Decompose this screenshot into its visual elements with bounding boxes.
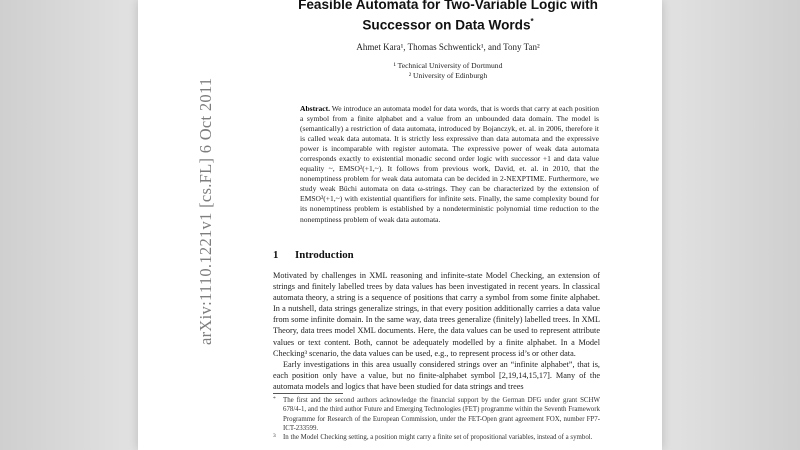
intro-paragraph-2: Early investigations in this area usually considered strings over an “infinite alphabet”, that is, each position only have a value, but no finite-alphabet symbol [2,19,14,15,17]. Many of the automata models and logics that have been studied for data strings and trees	[273, 360, 600, 392]
title-footnote-mark: *	[530, 17, 534, 26]
arxiv-identifier: arXiv:1110.1221v1 [cs.FL] 6 Oct 2011	[196, 77, 215, 345]
affiliation-1: ¹ Technical University of Dortmund	[393, 61, 503, 70]
footnote-funding-mark: *	[273, 396, 276, 402]
abstract-text: We introduce an automata model for data words, that is words that carry at each position a symbol from a finite alphabet and a value from an unbounded data domain. The model is (semantically) a restriction of data automata, introduced by Bojanczyk, et. al. in 2006, therefore it is called weak data automata. It is strictly less expressive than data automata and the expressive power is incomparable with register automata. The expressive power of weak data automata corresponds exactly to existential monadic second order logic with successor +1 and data value equality ~, EMSO²(+1,~). It follows from previous work, David, et. al. in 2010, that the nonemptiness problem for weak data automata can be decided in 2-NEXPTIME. Furthermore, we study weak Büchi automata on data ω-strings. They can be characterized by the extension of EMSO²(+1,~) with existential quantifiers for infinite sets. Finally, the same complexity bound for its nonemptiness problem is established by a nondeterministic polynomial time reduction to the nonemptiness problem of weak data automata.	[300, 104, 599, 224]
footnote-divider	[273, 393, 343, 394]
title-line-1: Feasible Automata for Two-Variable Logic with	[298, 0, 598, 12]
author-list: Ahmet Kara¹, Thomas Schwentick¹, and Tony Tan²	[356, 42, 540, 52]
viewer-background-right	[662, 0, 800, 450]
affiliation-2: ² University of Edinburgh	[408, 71, 488, 80]
abstract-label: Abstract.	[300, 104, 330, 113]
footnote-funding	[273, 396, 600, 433]
footnote-funding-text: The first and the second authors acknowledge the financial support by the German DFG under grant SCHW 678/4-1, and the third author Future and Emerging Technologies (FET) programme within the Seventh Framework Programme for Research of the European Commission, under the FET-Open grant agreement FOX, number FP7-ICT-233599.	[283, 397, 600, 432]
intro-paragraph-1: Motivated by challenges in XML reasoning and infinite-state Model Checking, an extension of strings and finitely labelled trees by data values has been investigated in recent years. In classical automata theory, a string is a sequence of positions that carry a symbol from some finite alphabet. In a nutshell, data strings generalize strings, in that every position additionally carries a data value from some infinite domain. In the same way, data trees generalize (finitely) labelled trees. In XML Theory, data trees model XML documents. Here, the data values can be used to represent attribute values or text content. Both, cannot be adequately modelled by a finite alphabet. In a Model Checking³ scenario, the data values can be used, e.g., to represent process id’s or other data.	[273, 271, 600, 358]
footnote-model-checking-mark: 3	[273, 433, 276, 439]
paper-title	[288, 0, 608, 34]
section-heading	[273, 249, 354, 261]
abstract	[300, 104, 599, 225]
footnote-model-checking-text: In the Model Checking setting, a position might carry a finite set of propositional variables, instead of a symbol.	[283, 434, 593, 441]
affiliations	[288, 61, 608, 81]
footnote-model-checking	[273, 433, 600, 442]
section-title: Introduction	[295, 249, 354, 261]
viewer-background-left	[0, 0, 138, 450]
title-line-2: Successor on Data Words*	[362, 17, 534, 33]
section-number: 1	[273, 249, 279, 261]
